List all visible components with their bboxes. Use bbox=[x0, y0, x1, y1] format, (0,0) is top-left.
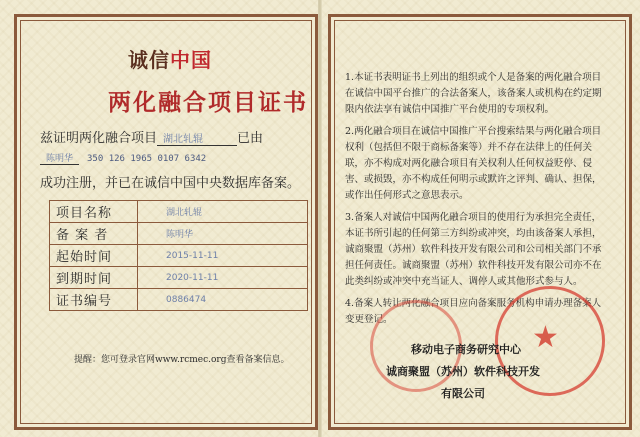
table-label: 到期时间 bbox=[50, 267, 138, 289]
issuer-name: 移动电子商务研究中心 bbox=[411, 343, 521, 356]
term-item: 1.本证书表明证书上列出的组织或个人是备案的两化融合项目在诚信中国平台推广的合法备案人，该备案人或机构在约定期限内依法享有诚信中国推广平台使用的专项权利。 bbox=[345, 72, 602, 115]
statement-lead: 兹证明两化融合项目 bbox=[40, 131, 158, 146]
statement-line-2 bbox=[40, 150, 320, 165]
applicant-field: 陈明华 bbox=[40, 151, 79, 165]
term-item: 2.两化融合项目在诚信中国推广平台搜索结果与两化融合项目权利（包括但不限于商标备案等）并不存在法律上的任何关联，亦不构成对两化融合项目有关权利人任何权益贬停、侵害、或损毁，亦不构成任何明示或默许之评判、确认、担保，或作出任何形式之意思表示。 bbox=[345, 126, 602, 201]
statement-by-label: 已由 bbox=[237, 131, 264, 146]
statement-line-3: 成功注册，并已在诚信中国中央数据库备案。 bbox=[40, 176, 301, 191]
table-label: 证书编号 bbox=[50, 289, 138, 311]
logo bbox=[128, 44, 212, 73]
table-row bbox=[50, 267, 308, 289]
term-item: 4.备案人转让两化融合项目应向备案服务机构申请办理备案人变更登记。 bbox=[345, 298, 602, 325]
certificate-title: 两化融合项目证书 bbox=[108, 89, 308, 116]
table-value: 0886474 bbox=[138, 289, 308, 311]
statement-line-1 bbox=[40, 127, 320, 146]
table-label: 项目名称 bbox=[50, 201, 138, 223]
stamp-star-icon: ★ bbox=[532, 320, 559, 355]
term-item: 3.备案人对诚信中国两化融合项目的使用行为承担完全责任，本证书所引起的任何第三方纠纷或冲突，均由该备案人承担，诚商聚盟（苏州）软件科技开发有限公司和公司相关部门不承担任何责任。诚商聚盟（苏州）软件科技开发有限公司亦不在此类纠纷或冲突中充当证人、调停人或其他形式参与人。 bbox=[345, 212, 602, 287]
id-number-field: 350 126 1965 0107 6342 bbox=[87, 154, 207, 164]
issuer-name: 诚商聚盟（苏州）软件科技开发有限公司 bbox=[386, 365, 540, 400]
logo-accent: 中国 bbox=[170, 48, 212, 72]
table-label: 起始时间 bbox=[50, 245, 138, 267]
info-table bbox=[49, 200, 308, 311]
logo-prefix: 诚信 bbox=[128, 48, 170, 72]
project-name-field: 湖北轧辊 bbox=[157, 130, 237, 146]
table-value: 陈明华 bbox=[138, 223, 308, 245]
table-row bbox=[50, 289, 308, 311]
center-fold bbox=[318, 0, 322, 437]
table-value: 2020-11-11 bbox=[138, 267, 308, 289]
issuer-block bbox=[372, 339, 542, 405]
table-label: 备 案 者 bbox=[50, 223, 138, 245]
table-value: 2015-11-11 bbox=[138, 245, 308, 267]
table-value: 湖北轧辊 bbox=[138, 201, 308, 223]
table-row bbox=[50, 245, 308, 267]
table-row bbox=[50, 201, 308, 223]
table-row bbox=[50, 223, 308, 245]
tip-line: 提醒：您可登录官网www.rcmec.org查看备案信息。 bbox=[74, 355, 290, 365]
